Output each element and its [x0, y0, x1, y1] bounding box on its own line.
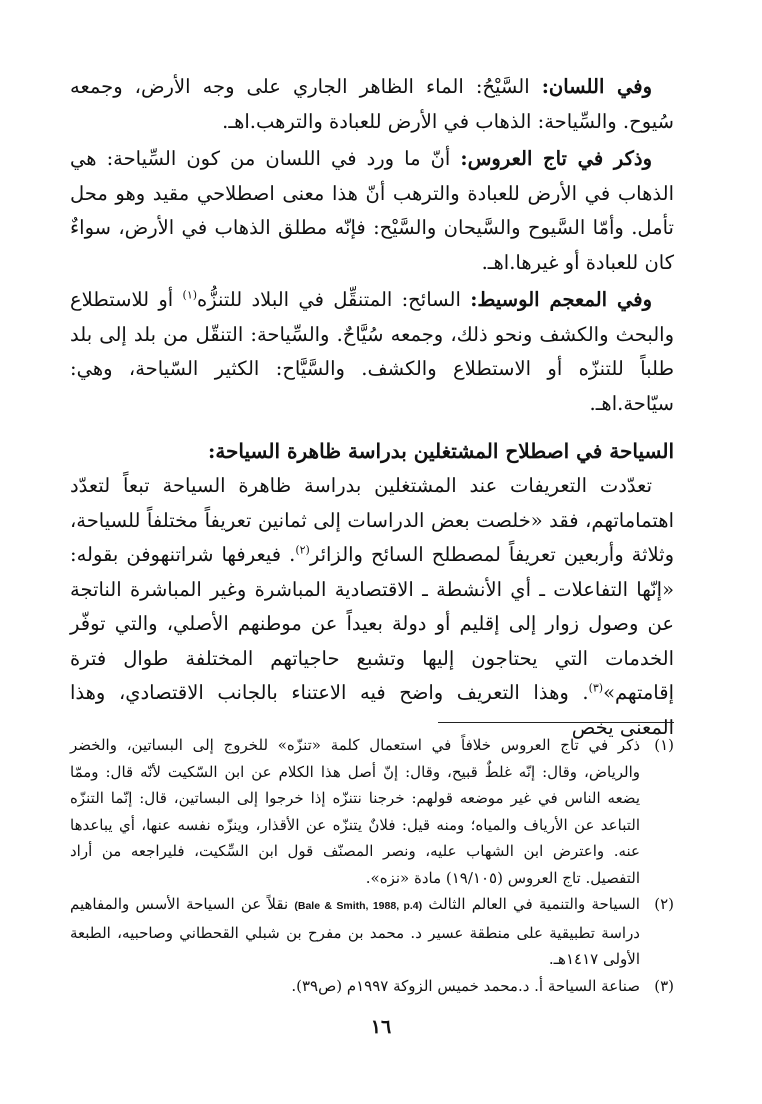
footnote-text: ذكر في تاج العروس خلافاً في استعمال كلمة «تنزّه» للخروج إلى البساتين، والخضر والرياض، وقال: إنّه غلطٌ قبيح، وقال: إنّ أصل هذا الكلام عن ابن السّكيت لأنّه قال: وممّا يضعه الناس في غير موضعه قولهم: خرجنا نتنزّه إذا خرجوا إلى البساتين، قال: إنّما التنزّه التباعد عن الأرياف والمياه؛ ومنه قيل: فلانٌ يتنزّه عن الأقذار، وينزّه نفسه عنها، أي يباعدها عنه. واعترض ابن الشهاب عليه، ونصر المصنّف قول ابن السِّكيت، فليراجعه من أراد التفصيل. تاج العروس (١٩/١٠٥) مادة «نزه». [70, 736, 640, 887]
footnote-text [70, 891, 640, 973]
footnote-number: (١) [654, 736, 674, 754]
footnote-number: (٣) [654, 976, 674, 995]
paragraph-text: . وهذا التعريف واضح فيه الاعتناء بالجانب الاقتصادي، وهذا المعنى يخص [70, 681, 674, 739]
footnote-reference-2[interactable]: (٢) [295, 543, 310, 557]
paragraph-mujam-wasit [70, 283, 674, 421]
paragraph-text: السَّيْحُ: الماء الظاهر الجاري على وجه الأرض، وجمعه سُيوح. والسِّياحة: الذهاب في الأرض للعبادة والترهب.اهـ. [70, 75, 674, 133]
footnote-text-part: السياحة والتنمية في العالم الثالث [422, 895, 640, 913]
paragraph-text: أو للاستطلاع والبحث والكشف ونحو ذلك، وجمعه سُيَّاحٌ. والسِّياحة: التنقّل من بلد إلى بلد طلباً للتنزّه أو الاستطلاع والكشف. والسَّيَّاح: الكثير السّياحة، وهي: سيّاحة.اهـ. [70, 288, 674, 415]
footnote-1 [70, 732, 674, 891]
paragraph-taj-al-arus [70, 142, 674, 280]
footnote-number: (٢) [654, 895, 674, 913]
footnote-reference-3[interactable]: (٣) [588, 681, 604, 695]
footnotes [70, 732, 674, 999]
paragraph-text: السائح: المتنقِّل في البلاد للتنزُّه [197, 288, 471, 311]
source-lead-taj: وذكر في تاج العروس: [460, 147, 652, 170]
footnote-citation-latin: (Bale & Smith, 1988, p.4) [294, 900, 423, 912]
footnote-3 [70, 973, 674, 1000]
footnote-reference-1[interactable]: (١) [182, 288, 198, 302]
footnote-divider [438, 722, 674, 723]
page-number: ١٦ [370, 1016, 392, 1038]
paragraph-definitions [70, 469, 674, 745]
paragraph-text: أنّ ما ورد في اللسان من كون السِّياحة: هي الذهاب في الأرض للعبادة والترهب أنّ هذا معنى اصطلاحي مقيد وهو محل تأمل. وأمّا السَّيوح والسَّيحان والسَّيْح: فإنّه مطلق الذهاب في الأرض، سواءٌ كان للعبادة أو غيرها.اهـ. [70, 147, 674, 274]
section-heading: السياحة في اصطلاح المشتغلين بدراسة ظاهرة السياحة: [207, 439, 674, 463]
paragraph-text: . فيعرفها شراتنهوفن بقوله: «إنّها التفاعلات ـ أي الأنشطة ـ الاقتصادية المباشرة وغير المباشرة الناتجة عن وصول زوار إلى إقليم أو دولة بعيداً عن موطنهم الأصلي، والتي توفّر الخدمات التي يحتاجون إليها وتشبع حاجياتهم المختلفة طوال فترة إقامتهم» [70, 543, 674, 704]
footnote-2 [70, 891, 674, 973]
footnote-text: صناعة السياحة أ. د.محمد خميس الزوكة ١٩٩٧م (ص٣٩). [291, 976, 640, 995]
paragraph-lisan [70, 70, 674, 139]
paragraph-text: تعدّدت التعريفات عند المشتغلين بدراسة ظاهرة السياحة تبعاً لتعدّد اهتماماتهم، فقد «خلصت بعض الدراسات إلى ثمانين تعريفاً مختلفاً للسياحة، وثلاثة وأربعين تعريفاً لمصطلح السائح والزائر [70, 474, 674, 566]
main-text [70, 70, 674, 745]
source-lead-wasit: وفي المعجم الوسيط: [470, 288, 652, 311]
footnote-text-part: نقلاً عن السياحة الأسس والمفاهيم دراسة تطبيقية على منطقة عسير د. محمد بن مفرح بن شبلي القحطاني وصاحبيه، الطبعة الأولى ١٤١٧هـ. [70, 895, 640, 968]
source-lead-lisan: وفي اللسان: [541, 75, 653, 98]
